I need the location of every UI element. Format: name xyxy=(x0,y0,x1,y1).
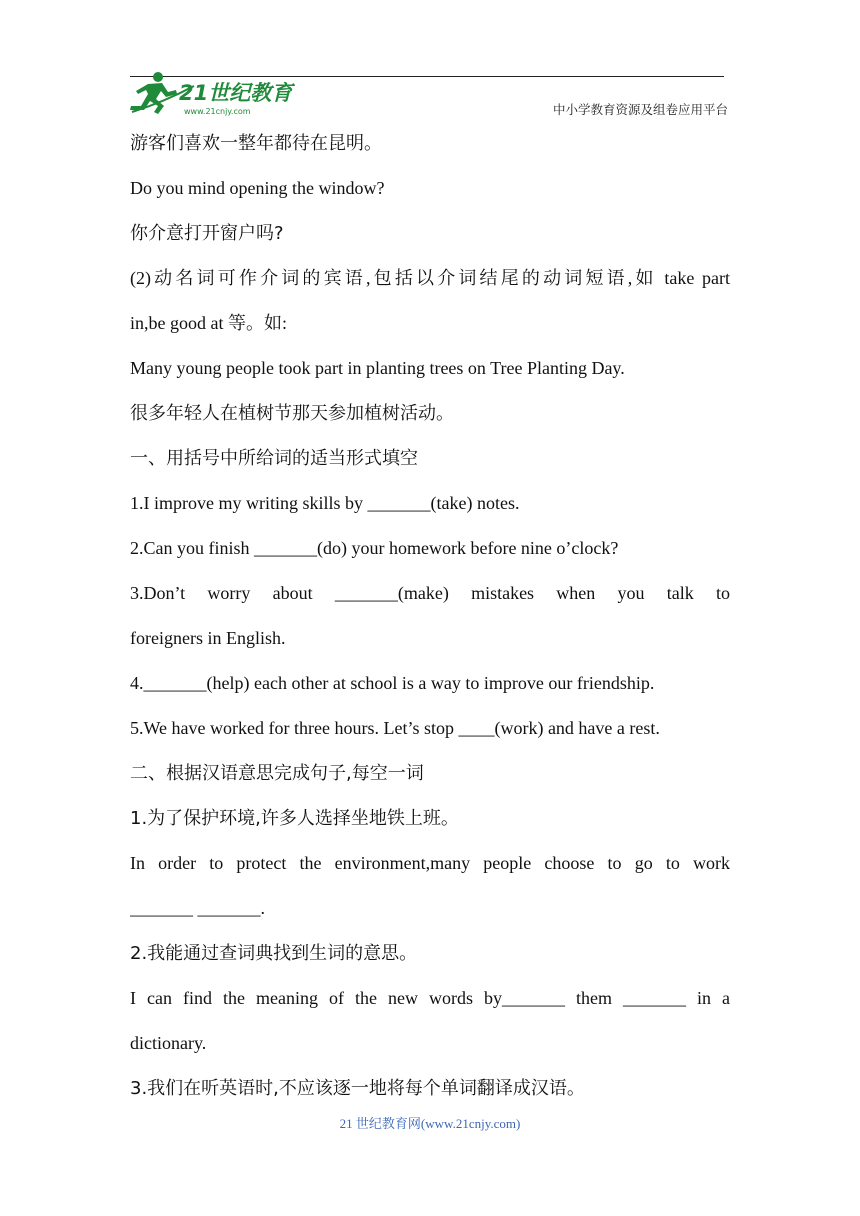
text-line: Do you mind opening the window? xyxy=(130,178,385,198)
exercise-item: 5.We have worked for three hours. Let’s stop ____(work) and have a rest. xyxy=(130,718,660,738)
exercise-item-continued: dictionary. xyxy=(130,1033,207,1053)
exercise-item: In order to protect the environment,many people choose to go to work xyxy=(130,853,730,873)
page-footer: 21 世纪教育网(www.21cnjy.com) xyxy=(339,1116,521,1131)
text-line: 你介意打开窗户吗? xyxy=(130,223,284,244)
document-body xyxy=(130,121,730,1111)
exercise-item: I can find the meaning of the new words by_______ them _______ in a xyxy=(130,988,730,1008)
section-heading: 一、用括号中所给词的适当形式填空 xyxy=(130,448,418,469)
logo-url: www.21cnjy.com xyxy=(184,107,251,116)
text-line: Many young people took part in planting trees on Tree Planting Day. xyxy=(130,358,625,378)
page-header xyxy=(0,0,860,130)
exercise-item-continued: foreigners in English. xyxy=(130,628,286,648)
exercise-item: 4._______(help) each other at school is a way to improve our friendship. xyxy=(130,673,655,693)
exercise-item: 3.Don’t worry about _______(make) mistakes when you talk to xyxy=(130,583,730,603)
text-line: 很多年轻人在植树节那天参加植树活动。 xyxy=(130,403,454,424)
logo-text: 21世纪教育 xyxy=(179,81,293,105)
answer-blanks: _______ _______. xyxy=(130,898,265,918)
exercise-item: 2.Can you finish _______(do) your homework before nine o’clock? xyxy=(130,538,619,558)
exercise-item: 1.为了保护环境,许多人选择坐地铁上班。 xyxy=(130,808,459,829)
exercise-item: 3.我们在听英语时,不应该逐一地将每个单词翻译成汉语。 xyxy=(130,1078,585,1099)
section-heading: 二、根据汉语意思完成句子,每空一词 xyxy=(130,763,424,784)
exercise-item: 2.我能通过查词典找到生词的意思。 xyxy=(130,943,418,964)
exercise-item: 1.I improve my writing skills by _______(take) notes. xyxy=(130,493,520,513)
platform-label: 中小学教育资源及组卷应用平台 xyxy=(552,102,728,117)
logo-21cnjy xyxy=(124,66,304,120)
text-line: 游客们喜欢一整年都待在昆明。 xyxy=(130,133,382,154)
runner-icon xyxy=(130,72,177,114)
text-line: (2)动名词可作介词的宾语,包括以介词结尾的动词短语,如 take part xyxy=(130,268,730,288)
text-line: in,be good at 等。如: xyxy=(130,313,287,333)
